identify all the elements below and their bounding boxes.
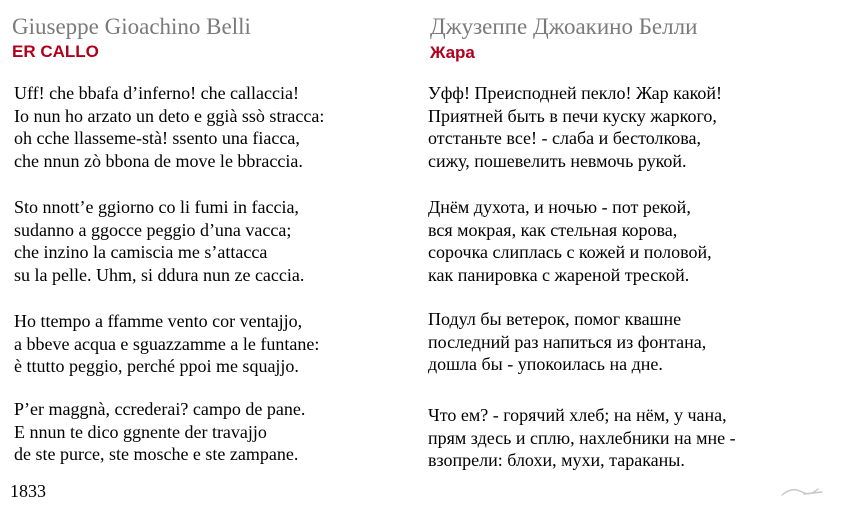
stanza-2: [14, 196, 304, 287]
stanza-2: [428, 196, 712, 287]
poem-line: отстаньте все! - слаба и бестолкова,: [428, 128, 702, 149]
signature-mark: [778, 480, 828, 502]
poem-line: che inzino la camiscia me s’attacca: [14, 242, 268, 263]
poem-line: Io nun ho arzato un deto e ggià ssò stracca:: [14, 105, 325, 126]
poem-line: последний раз напиться из фонтана,: [428, 331, 707, 352]
poem-line: de ste purce, ste mosche e ste zampane.: [14, 444, 299, 465]
poem-line: Что ем? - горячий хлеб; на нём, у чана,: [428, 405, 727, 425]
stanza-1: [14, 82, 324, 173]
poem-line: взопрели: блохи, мухи, тараканы.: [428, 450, 685, 471]
italian-column: [0, 0, 410, 515]
poem-line: sudanno a ggocce peggio d’una vacca;: [14, 219, 292, 240]
poem-line: Sto nnott’e ggiorno co li fumi in faccia,: [14, 197, 299, 217]
poem-line: Подул бы ветерок, помог квашне: [428, 309, 682, 329]
poem-line: прям здесь и сплю, нахлебники на мне -: [428, 427, 736, 448]
poem-line: è ttutto peggio, perché ppoi me squajjo.: [14, 356, 299, 377]
poem-line: a bbeve acqua e sguazzamme a le funtane:: [14, 333, 320, 354]
poem-line: su la pelle. Uhm, si ddura nun ze caccia.: [14, 265, 305, 286]
stanza-1: [428, 82, 722, 173]
stanza-3: [14, 310, 319, 378]
poem-line: вся мокрая, как стельная корова,: [428, 219, 678, 240]
poem-line: Днём духота, и ночью - пот рекой,: [428, 197, 691, 217]
poem-line: Уфф! Преисподней пекло! Жар какой!: [428, 83, 723, 103]
stanza-4: [14, 398, 305, 466]
poem-title: ER CALLO: [12, 42, 99, 61]
poem-line: сорочка слиплась с кожей и половой,: [428, 242, 712, 263]
poem-year: 1833: [10, 481, 46, 501]
poem-line: E nnun te dico ggnente der travajjo: [14, 421, 267, 442]
poem-line: Uff! che bbafa d’inferno! che callaccia!: [14, 83, 299, 103]
poem-title: Жара: [430, 43, 475, 62]
poem-line: che nnun zò bbona de move le bbraccia.: [14, 151, 303, 172]
poem-line: Ho ttempo a ffamme vento cor ventajjo,: [14, 311, 303, 331]
poem-line: P’er maggnà, ccrederai? campo de pane.: [14, 399, 306, 419]
stanza-3: [428, 308, 706, 376]
russian-column: [416, 0, 847, 515]
poem-line: сижу, пошевелить невмочь рукой.: [428, 151, 687, 172]
stanza-4: [428, 404, 736, 472]
poem-line: Приятней быть в печи куску жаркого,: [428, 105, 717, 126]
poem-line: oh cche llasseme-stà! ssento una fiacca,: [14, 128, 300, 149]
author-name: Джузеппе Джоакино Белли: [430, 14, 698, 39]
author-name: Giuseppe Gioachino Belli: [12, 14, 251, 39]
poem-line: как панировка с жареной треской.: [428, 265, 690, 286]
poem-line: дошла бы - упокоилась на дне.: [428, 354, 663, 375]
